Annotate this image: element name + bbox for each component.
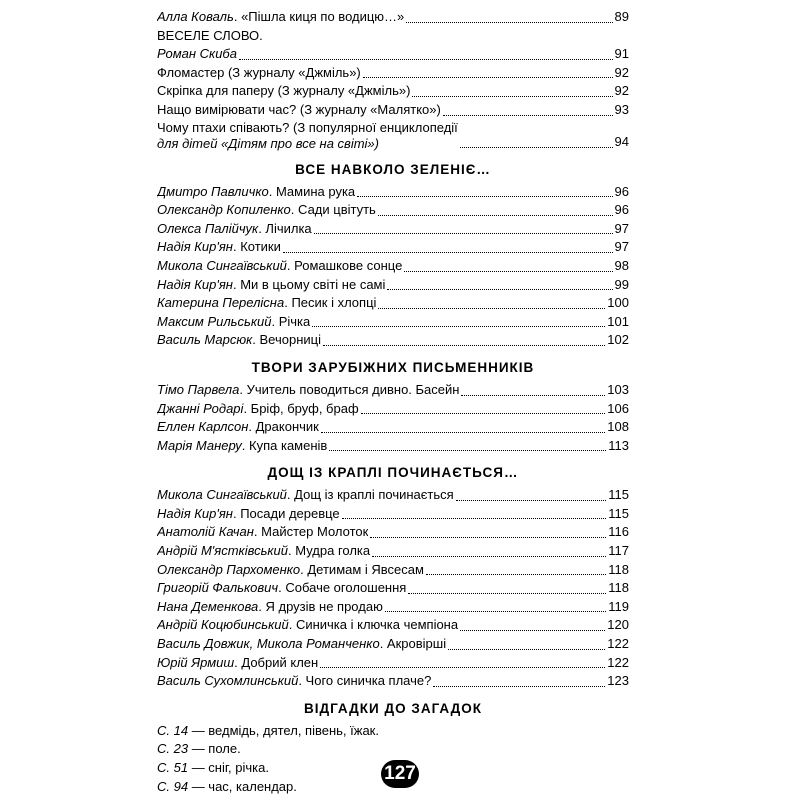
toc-separator: . <box>379 636 387 652</box>
toc-separator: . <box>258 220 266 236</box>
toc-entry-title <box>157 183 355 202</box>
toc-entry <box>157 183 629 202</box>
toc-entry-title <box>157 579 406 598</box>
toc-author: Джанні Родарі <box>157 400 244 416</box>
toc-entry <box>157 672 629 691</box>
toc-entry-title <box>157 418 319 437</box>
toc-entry-title <box>157 523 368 542</box>
toc-entry-title <box>157 672 431 691</box>
toc-block-top <box>157 8 629 27</box>
toc-entry <box>157 381 629 400</box>
toc-entry-title <box>157 616 458 635</box>
toc-title: Я друзів не продаю <box>265 598 383 614</box>
toc-page-number: 91 <box>614 46 629 62</box>
toc-entry <box>157 64 629 83</box>
dot-leader <box>378 308 605 309</box>
toc-author: Андрій Коцюбинський <box>157 617 289 633</box>
toc-entry-title <box>157 381 459 400</box>
toc-title: Лічилка <box>265 220 312 236</box>
toc-page-number: 99 <box>614 276 629 292</box>
dot-leader <box>357 196 612 197</box>
toc-author: Надія Кир'ян <box>157 239 233 255</box>
toc-author: Олександр Пархоменко <box>157 561 301 577</box>
dot-leader <box>378 215 613 216</box>
toc-separator: . <box>233 9 242 24</box>
toc-title: Фломастер (З журналу «Джміль») <box>157 64 361 80</box>
toc-author: Нана Деменкова <box>157 598 259 614</box>
toc-title: Бріф, бруф, браф <box>250 400 359 416</box>
dot-leader <box>370 537 606 538</box>
vesele-slovo-heading: ВЕСЕЛЕ СЛОВО. <box>157 27 263 43</box>
toc-title: Дощ із краплі починається <box>294 487 454 503</box>
toc-separator: . <box>286 257 295 273</box>
toc-page-number: 106 <box>607 400 629 416</box>
toc-entry-title <box>157 101 441 120</box>
toc-author: Василь Сухомлинський <box>157 673 299 689</box>
toc-entry-title <box>157 635 446 654</box>
answer-page-ref: С. 23 <box>157 741 189 757</box>
toc-entry-title <box>157 331 321 350</box>
toc-title: Вечорниці <box>259 332 321 348</box>
toc-separator: . <box>298 673 306 689</box>
toc-block-vesele <box>157 45 629 119</box>
toc-page-number: 98 <box>614 257 629 273</box>
toc-entry <box>157 418 629 437</box>
toc-author: Марія Манеру <box>157 437 242 453</box>
answer-item <box>157 722 629 741</box>
toc-entry <box>157 201 629 220</box>
dot-leader <box>406 22 612 23</box>
toc-entry-title <box>157 561 424 580</box>
toc-page-number: 102 <box>607 332 629 348</box>
toc-author: Дмитро Павличко <box>157 183 269 199</box>
toc-title: Нащо вимірювати час? (З журналу «Малятко») <box>157 101 441 117</box>
toc-entry <box>157 616 629 635</box>
toc-entry <box>157 101 629 120</box>
toc-separator: . <box>288 617 296 633</box>
toc-title: Собаче оголошення <box>285 580 407 596</box>
dot-leader <box>372 556 606 557</box>
toc-page-number: 97 <box>614 220 629 236</box>
toc-entry-title <box>157 201 376 220</box>
dot-leader <box>387 289 612 290</box>
toc-entry <box>157 505 629 524</box>
toc-sections <box>157 162 629 691</box>
toc-entry <box>157 220 629 239</box>
toc-title: Детимам і Явсесам <box>307 561 424 577</box>
dot-leader <box>385 611 606 612</box>
toc-entry-title <box>157 238 281 257</box>
toc-entry <box>157 635 629 654</box>
toc-separator: . <box>243 400 251 416</box>
toc-page-number: 123 <box>607 673 629 689</box>
toc-entry-title <box>157 257 402 276</box>
toc-entry-birds <box>157 120 629 152</box>
answer-page-ref: С. 51 <box>157 760 189 775</box>
toc-title: Посади деревце <box>240 505 340 521</box>
dot-leader <box>329 450 606 451</box>
toc-separator: . <box>288 543 296 559</box>
toc-author: Григорій Фалькович <box>157 580 279 596</box>
toc-separator: . <box>268 183 276 199</box>
toc-page-number: 92 <box>614 64 629 80</box>
toc-author: Алла Коваль <box>157 9 234 24</box>
toc-entry-title <box>157 313 310 332</box>
dot-leader <box>443 115 613 116</box>
dot-leader <box>320 667 605 668</box>
toc-title: Синичка і ключка чемпіона <box>295 617 459 633</box>
toc-separator: . <box>271 313 279 329</box>
toc-entry <box>157 82 629 101</box>
toc-page-number: 97 <box>614 239 629 255</box>
toc-page-number: 113 <box>608 437 629 453</box>
toc-entry <box>157 486 629 505</box>
toc-title: Дракончик <box>255 419 319 435</box>
toc-separator: . <box>232 505 241 521</box>
answer-item <box>157 740 629 759</box>
toc-title: Ми в цьому світі не самі <box>240 276 386 292</box>
answer-text: — час, календар. <box>188 778 297 794</box>
toc-separator: . <box>300 561 308 577</box>
answers-heading: ВІДГАДКИ ДО ЗАГАДОК <box>304 700 482 716</box>
toc-separator: . <box>252 332 260 348</box>
dot-leader <box>461 395 605 396</box>
toc-entry <box>157 313 629 332</box>
dot-leader <box>321 432 605 433</box>
toc-separator: . <box>248 419 256 435</box>
toc-entry-title <box>157 220 312 239</box>
toc-page-number: 103 <box>607 381 629 397</box>
toc-title: Скріпка для паперу (З журналу «Джміль») <box>157 83 411 99</box>
toc-author: Надія Кир'ян <box>157 276 233 292</box>
toc-entry <box>157 561 629 580</box>
toc-page-number: 89 <box>614 9 629 24</box>
answer-page-ref: С. 14 <box>157 722 189 738</box>
toc-page-number: 92 <box>614 83 629 99</box>
toc-author: Юрій Ярмиш <box>157 654 235 670</box>
toc-page-number: 96 <box>614 202 629 218</box>
toc-author: Надія Кир'ян <box>157 505 233 521</box>
toc-entry <box>157 238 629 257</box>
toc-entry-title <box>157 505 340 524</box>
dot-leader <box>323 345 605 346</box>
toc-page-number: 117 <box>608 543 629 559</box>
toc-title: Песик і хлопці <box>291 295 377 311</box>
toc-entry-title <box>157 542 370 561</box>
toc-entry-title <box>157 45 237 64</box>
toc-title: Сади цвітуть <box>298 202 376 218</box>
toc-page-number: 108 <box>607 419 629 435</box>
toc-separator: . <box>286 487 295 503</box>
toc-title: Річка <box>278 313 311 329</box>
toc-entry-title <box>157 276 385 295</box>
toc-entry-title <box>157 400 359 419</box>
toc-title: Чого синичка плаче? <box>305 673 432 689</box>
toc-entry-title <box>157 654 318 673</box>
toc-entry <box>157 437 629 456</box>
answer-text: — сніг, річка. <box>188 760 269 775</box>
toc-page-number: 93 <box>614 101 629 117</box>
toc-entry <box>157 45 629 64</box>
toc-title: «Пішла киця по водицю…» <box>241 9 405 24</box>
dot-leader <box>460 630 605 631</box>
toc-entry-title <box>157 64 361 83</box>
section-heading: ДОЩ ІЗ КРАПЛІ ПОЧИНАЄТЬСЯ… <box>267 465 519 481</box>
page-number-badge: 127 <box>381 760 419 788</box>
toc-separator: . <box>241 437 250 453</box>
table-of-contents <box>157 8 629 796</box>
dot-leader <box>283 252 613 253</box>
toc-page-number: 120 <box>607 617 629 633</box>
toc-title: Акровірші <box>386 636 447 652</box>
toc-page-number: 96 <box>614 183 629 199</box>
toc-entry <box>157 331 629 350</box>
toc-author: Тімо Парвела <box>157 381 240 397</box>
toc-separator: . <box>284 295 292 311</box>
toc-author: Еллен Карлсон <box>157 419 249 435</box>
toc-separator: . <box>232 239 241 255</box>
toc-separator: . <box>253 524 262 540</box>
toc-author: Максим Рильський <box>157 313 272 329</box>
toc-page-number: 94 <box>614 133 629 149</box>
toc-separator: . <box>258 598 266 614</box>
toc-entry <box>157 523 629 542</box>
toc-author: Микола Сингаївський <box>157 257 287 273</box>
toc-page-number: 118 <box>608 561 629 577</box>
toc-entry <box>157 598 629 617</box>
toc-separator: . <box>232 276 241 292</box>
toc-page-number: 115 <box>608 487 629 503</box>
toc-entry <box>157 257 629 276</box>
toc-title: Мамина рука <box>275 183 356 199</box>
dot-leader <box>456 500 607 501</box>
toc-title: Мудра голка <box>295 543 371 559</box>
dot-leader <box>312 326 605 327</box>
toc-entry <box>157 400 629 419</box>
toc-entry-title <box>157 437 327 456</box>
toc-title: Ромашкове сонце <box>294 257 403 273</box>
toc-author: Андрій М'ястківський <box>157 543 289 559</box>
section-heading: ТВОРИ ЗАРУБІЖНИХ ПИСЬМЕННИКІВ <box>251 359 535 375</box>
toc-title: Добрий клен <box>241 654 319 670</box>
toc-entry-title <box>157 8 404 27</box>
toc-entry <box>157 294 629 313</box>
toc-author: Олекса Палійчук <box>157 220 259 236</box>
toc-title: Купа каменів <box>249 437 328 453</box>
dot-leader <box>408 593 606 594</box>
toc-author: Василь Довжик, Микола Романченко <box>157 636 380 652</box>
toc-title: Майстер Молоток <box>261 524 369 540</box>
toc-page-number: 116 <box>608 524 629 540</box>
toc-entry <box>157 8 629 27</box>
toc-author: Микола Сингаївський <box>157 487 287 503</box>
section-heading: ВСЕ НАВКОЛО ЗЕЛЕНІЄ… <box>295 161 491 177</box>
toc-entry-title <box>157 598 383 617</box>
answer-text: — ведмідь, дятел, півень, їжак. <box>188 722 379 738</box>
toc-entry <box>157 579 629 598</box>
toc-entry-title <box>157 486 454 505</box>
answer-text: — поле. <box>188 741 241 757</box>
toc-separator: . <box>234 654 242 670</box>
dot-leader <box>412 96 612 97</box>
toc-page-number: 115 <box>608 505 629 521</box>
toc-title: Котики <box>240 239 281 255</box>
dot-leader <box>460 147 613 148</box>
toc-page-number: 119 <box>608 598 629 614</box>
dot-leader <box>448 649 605 650</box>
toc-entry-title <box>157 294 376 313</box>
toc-author: Анатолій Качан <box>157 524 254 540</box>
toc-entry <box>157 542 629 561</box>
dot-leader <box>363 77 613 78</box>
dot-leader <box>239 59 613 60</box>
toc-separator: . <box>278 580 286 596</box>
toc-author: Роман Скиба <box>157 46 237 62</box>
toc-entry <box>157 276 629 295</box>
toc-page-number: 101 <box>607 313 629 329</box>
toc-page-number: 122 <box>607 654 629 670</box>
toc-page-number: 100 <box>607 295 629 311</box>
toc-author: Василь Марсюк <box>157 332 253 348</box>
toc-page-number: 122 <box>607 636 629 652</box>
toc-separator: . <box>239 381 247 397</box>
toc-author: Олександр Копиленко <box>157 202 291 218</box>
toc-title: Учитель поводиться дивно. Басейн <box>246 381 460 397</box>
dot-leader <box>361 413 606 414</box>
toc-page-number: 118 <box>608 580 629 596</box>
toc-entry-title <box>157 82 410 101</box>
dot-leader <box>433 686 605 687</box>
toc-author: Катерина Перелісна <box>157 295 285 311</box>
toc-entry <box>157 654 629 673</box>
answer-page-ref: С. 94 <box>157 778 189 794</box>
toc-entry-title: Чому птахи співають? (З популярної енциклопедії для дітей «Дітям про все на світі») <box>157 119 458 151</box>
toc-separator: . <box>290 202 299 218</box>
dot-leader <box>314 233 613 234</box>
dot-leader <box>426 574 606 575</box>
dot-leader <box>342 518 607 519</box>
dot-leader <box>404 271 612 272</box>
